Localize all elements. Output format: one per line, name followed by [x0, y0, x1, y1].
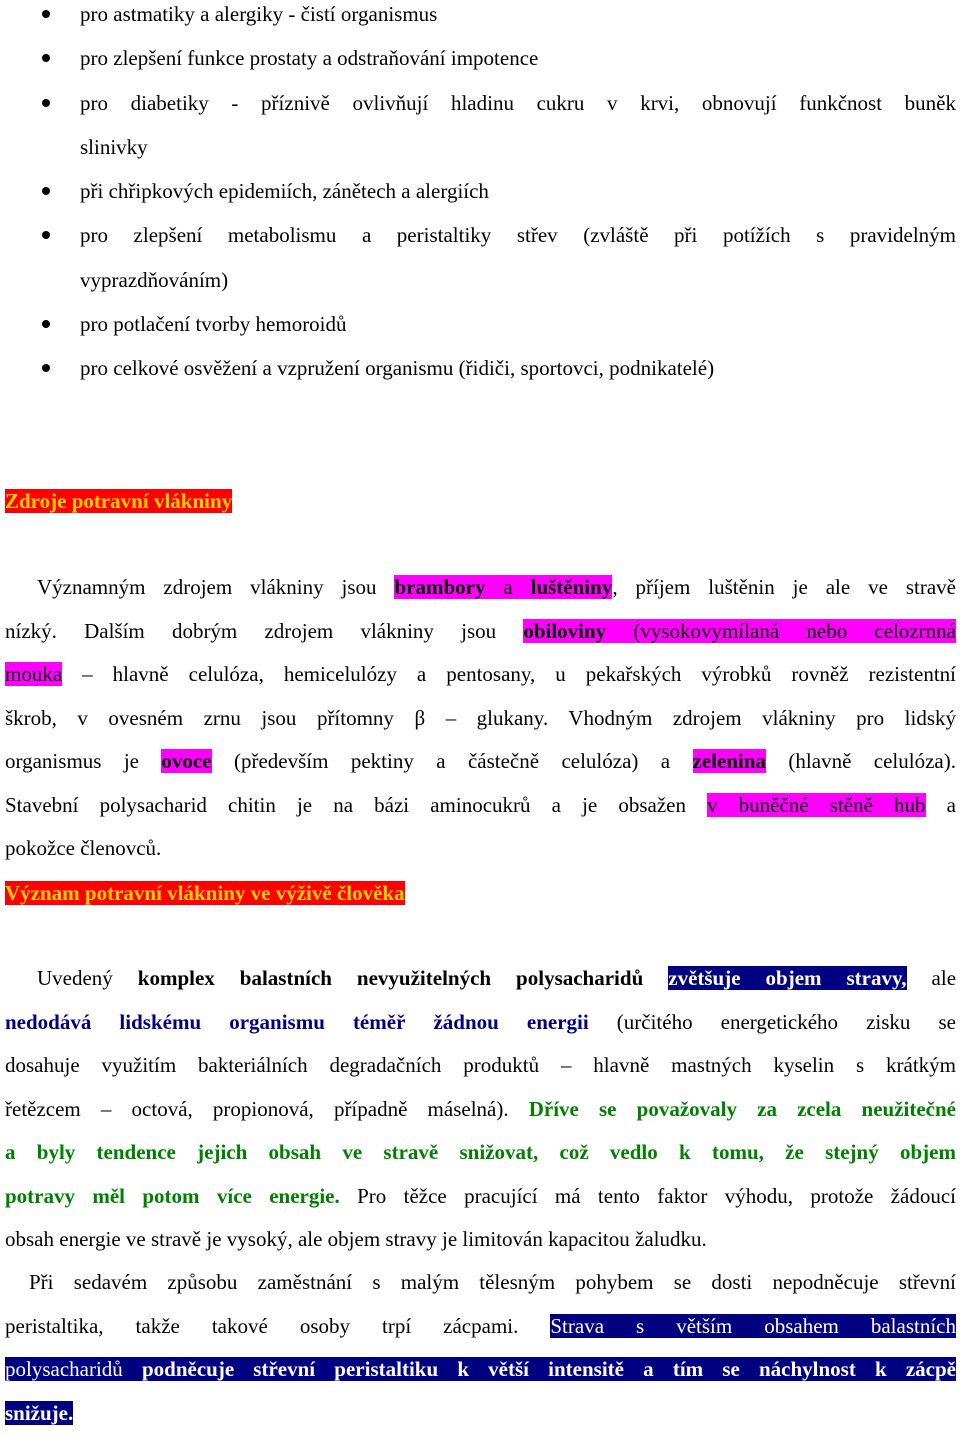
bullet-icon — [42, 99, 50, 107]
list-item-continuation: slinivky — [80, 134, 148, 159]
bullet-icon — [42, 10, 50, 18]
bullet-icon — [42, 231, 50, 239]
section-heading-sources: Zdroje potravní vlákniny — [5, 489, 233, 513]
list-item: pro diabetiky - příznivě ovlivňují hladinu cukru v krvi, obnovují funkčnost buněk — [0, 81, 960, 125]
list-item: pro zlepšení funkce prostaty a odstraňování impotence — [0, 36, 960, 80]
bullet-icon — [42, 320, 50, 328]
list-item: pro celkové osvěžení a vzpružení organismu (řidiči, sportovci, podnikatelé) — [0, 346, 960, 390]
list-item: pro zlepšení metabolismu a peristaltiky střev (zvláště při potížích s pravidelným — [0, 213, 960, 257]
benefits-list — [0, 0, 960, 391]
paragraph-significance: Uvedený komplex balastních nevyužitelných polysacharidů zvětšuje objem stravy, ale nedodává lidskému organismu téměř žádnou energii (určitého energetického zisku se dosahuje využitím bakteriálních degradačních produktů – hlavně mastných kyselin s krátkým řetězcem – octová, propionová, případně máselná). Dříve se považovaly za zcela neužitečné a byly tendence jejich obsah ve stravě snižovat, což vedlo k tomu, že stejný objem potravy měl potom více energie. Pro těžce pracující má tento faktor výhodu, protože žádoucí obsah energie ve stravě je vysoký, ale objem stravy je limitován kapacitou žaludku. — [5, 966, 957, 1251]
bullet-icon — [42, 187, 50, 195]
bullet-icon — [42, 364, 50, 372]
list-item-continuation: vyprazdňováním) — [80, 267, 229, 292]
section-heading-significance: Význam potravní vlákniny ve výživě člověka — [5, 881, 405, 905]
list-item: při chřipkových epidemiích, zánětech a alergiích — [0, 169, 960, 213]
list-item: pro astmatiky a alergiky - čistí organismus — [0, 0, 960, 36]
bullet-icon — [42, 54, 50, 62]
list-item: pro potlačení tvorby hemoroidů — [0, 302, 960, 346]
paragraph-constipation: Při sedavém způsobu zaměstnání s malým tělesným pohybem se dosti nepodněcuje střevní peristaltika, takže takové osoby trpí zácpami. Strava s větším obsahem balastních polysacharidů podněcuje střevní peristaltiku k větší intensitě a tím se náchylnost k zácpě snižuje. — [5, 1270, 956, 1425]
paragraph-sources: Významným zdrojem vlákniny jsou brambory a luštěniny, příjem luštěnin je ale ve stravě nízký. Dalším dobrým zdrojem vlákniny jsou obiloviny (vysokovymílaná nebo celozrnná mouka – hlavně celulóza, hemicelulózy a pentosany, u pekařských výrobků rovněž rezistentní škrob, v ovesném zrnu jsou přítomny β – glukany. Vhodným zdrojem vlákniny pro lidský organismus je ovoce (především pektiny a částečně celulóza) a zelenina (hlavně celulóza). Stavební polysacharid chitin je na bázi aminocukrů a je obsažen v buněčné stěně hub a pokožce členovců. — [5, 575, 956, 860]
